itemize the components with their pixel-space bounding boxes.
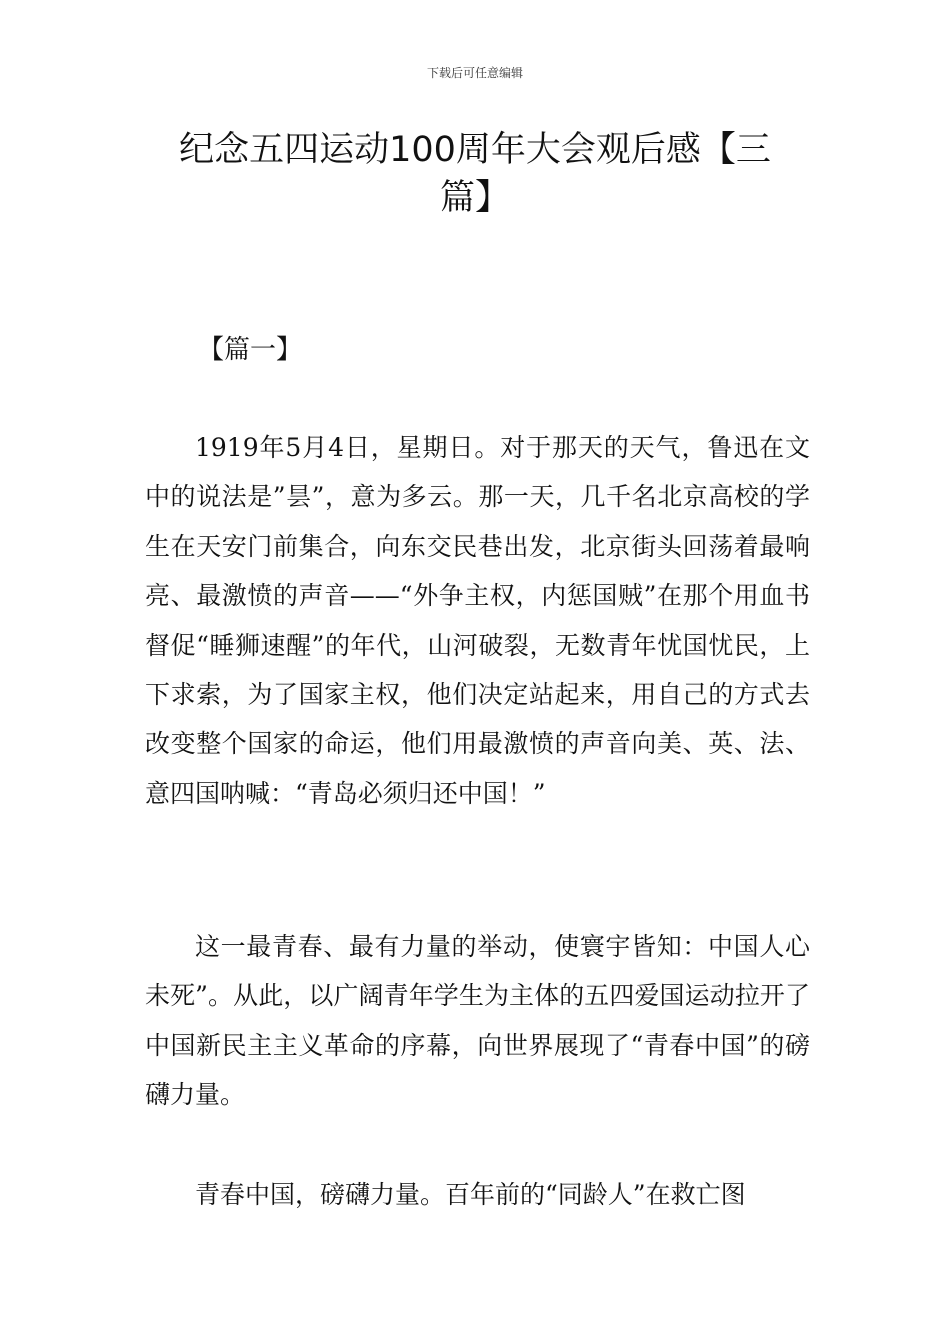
body-paragraph: 1919年5月4日，星期日。对于那天的天气，鲁迅在文中的说法是”昙”，意为多云。那一天，几千名北京高校的学生在天安门前集合，向东交民巷出发，北京街头回荡着最响亮、最激愤的声音——“外争主权，内惩国贼”在那个用血书督促“睡狮速醒”的年代，山河破裂，无数青年忧国忧民，上下求索，为了国家主权，他们决定站起来，用自己的方式去改变整个国家的命运，他们用最激愤的声音向美、英、法、意四国呐喊：“青岛必须归还中国！” — [145, 433, 810, 808]
header-note: 下载后可任意编辑 — [426, 66, 523, 80]
section-heading: 【篇一】 — [198, 335, 303, 365]
body-paragraph: 这一最青春、最有力量的举动，使寰宇皆知：中国人心未死”。从此，以广阔青年学生为主体的五四爱国运动拉开了中国新民主主义革命的序幕，向世界展现了“青春中国”的磅礴力量。 — [145, 932, 810, 1110]
body-paragraph: 青春中国，磅礴力量。百年前的“同龄人”在救亡图 — [195, 1180, 746, 1209]
document-title: 纪念五四运动100周年大会观后感【三篇】 — [179, 130, 771, 218]
